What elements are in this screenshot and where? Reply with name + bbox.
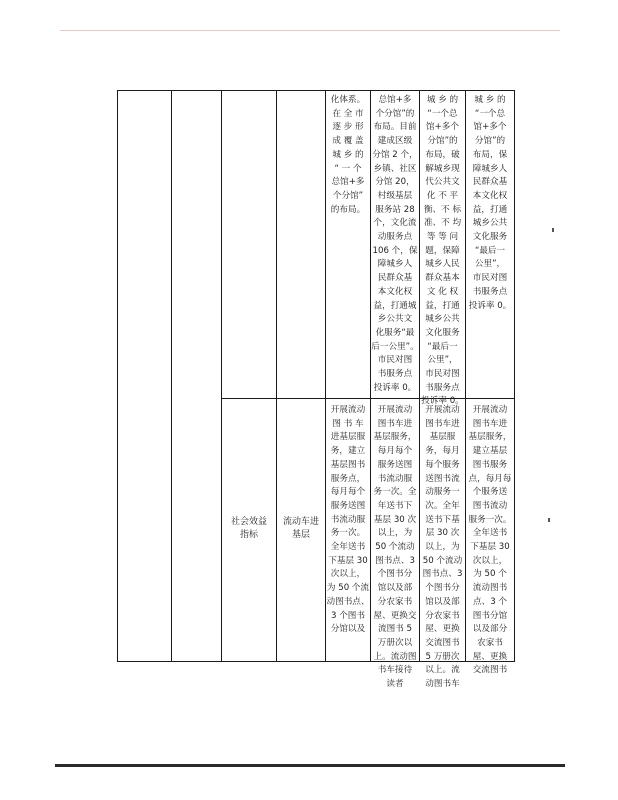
table-border-left <box>117 90 118 662</box>
table-col-divider <box>171 90 172 662</box>
table-col-divider <box>221 90 222 662</box>
indicator-name-label: 流动车进 基层 <box>282 517 319 540</box>
table-cell: 总馆+多 个分馆”的 布局。目前 建成区级 分馆 2 个， 乡镇、社区 分馆 20， 村级基层 服务站 28 个，文化流 动服务点 106 个，保 障城乡人 民群众基 本文化权 益，打通城 乡公共文 化服务“最 后一公里”。 市民对图 书服务点 投诉率 0。 <box>371 95 419 393</box>
table-border-right <box>514 90 515 662</box>
scan-speck <box>552 228 554 232</box>
scan-edge-bottom <box>55 764 565 767</box>
table-cell: 开展流动 图 书 车 进基层服 务，建立 基层图书 服务点， 每月每个 服务送图 书流动服 务一次。 全年送书 下基层 30 次以上， 为 50 个流 动图书点、 3 个图书 分馆以及 <box>326 405 370 635</box>
table-cell: 城 乡 的 “一个总 馆+多个 分馆”的 布局，破 解城乡现 代公共文 化 不 平 衡、不 标 准、不 均 等 等 问 题，保障 城乡人民 群众基本 文 化 权 益，打通 城乡公共 文化服务 “最后一 公里”， 市民对图 书服务点 投诉率 0。 <box>421 95 464 407</box>
table-row-divider <box>221 398 515 399</box>
table-col-divider <box>276 90 277 662</box>
indicator-category-label: 社会效益 指标 <box>230 517 267 540</box>
table-cell: 开展流动 图书车进 基层服 务，每月 每个服务 送图书流 动服务一 次。全年 送书下基 层 30 次 以上，为 50 个流动 图书点、3 个图书分 馆以及部 分农家书 屋、更换 交流图书 5 万册次 以上。流 动图书车 <box>422 405 463 690</box>
table-cell: 城 乡 的 “一个总 馆+多个 分馆”的 布局，保 障城乡人 民群众基 本文化权 益，打通 城乡公共 文化服务 “最后一 公里”， 市民对图 书服务点 投诉率 0。 <box>468 95 512 311</box>
table-cell: 化体系。 在 全 市 逐 步 形 成 覆 盖 城 乡 的 “ 一 个 总馆+多 个分馆” 的布局。 <box>330 95 366 215</box>
scan-edge-top <box>60 30 560 31</box>
scan-speck <box>548 518 550 522</box>
table-border-top <box>117 90 515 91</box>
table-cell: 开展流动 图书车进 基层服务， 建立基层 图书服务 点，每月每 个服务送 图书流动 服务一次。 全年送书 下基层 30 次以上， 为 50 个 流动图书 点、3 个 图书分馆 以及部分 农家书 屋、更换 交流图书 <box>468 405 512 676</box>
table-cell: 开展流动 图书车进 基层服务， 每月每个 服务送图 书流动服 务一次。全 年送书下 基层 30 次 以上，为 50 个流动 图书点、3 个图书分 馆以及部 分农家书 屋、更换交 流图书 5 万册次以 上。流动图 书车接待 读者 <box>373 405 417 690</box>
